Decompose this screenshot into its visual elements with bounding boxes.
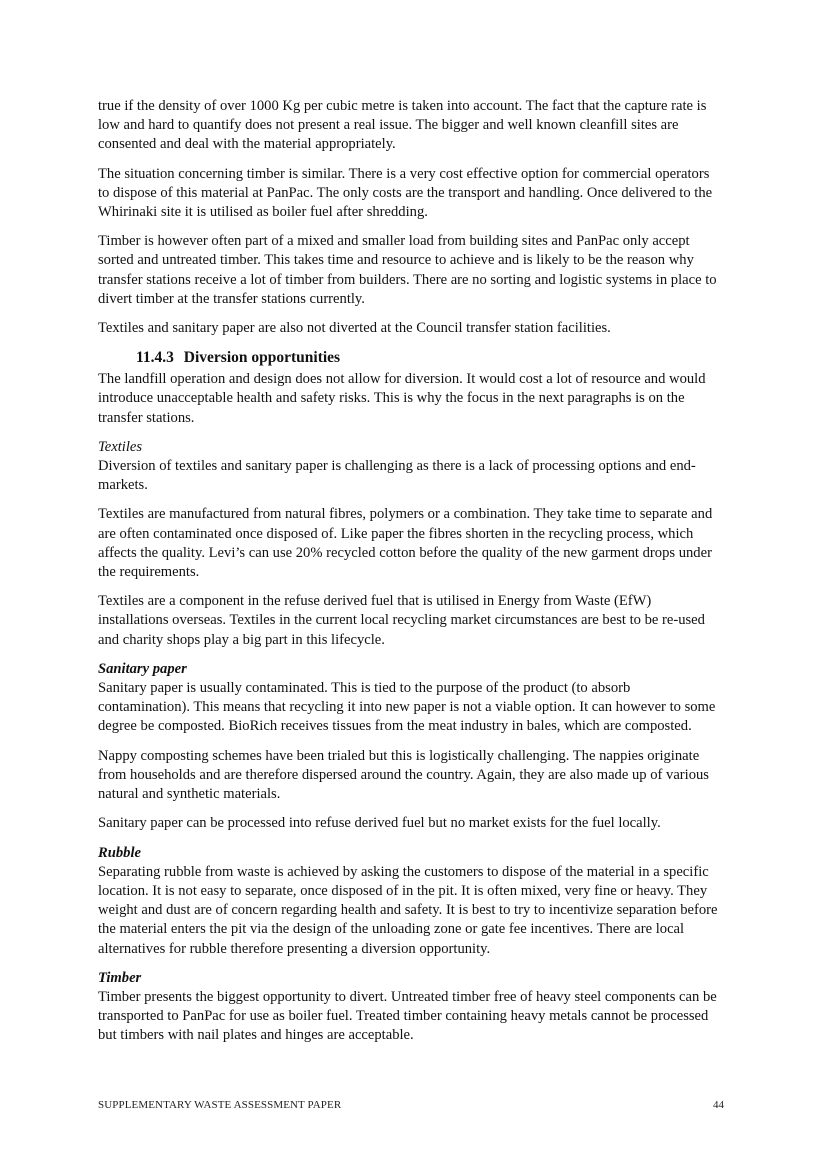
paragraph-sanitary-1: Sanitary paper is usually contaminated. This is tied to the purpose of the product (to absorb contamination). This means that recycling it into new paper is not a viable option. It can however to some degree be composted. BioRich receives tissues from the meat industry in bales, which are composted. bbox=[98, 680, 716, 735]
paragraph-textiles-not-diverted: Textiles and sanitary paper are also not diverted at the Council transfer station facilities. bbox=[98, 320, 611, 337]
paragraph-cleanfill: true if the density of over 1000 Kg per cubic metre is taken into account. The fact that the capture rate is low and hard to quantify does not present a real issue. The bigger and well known cleanfill sites are consented and deal with the material appropriately. bbox=[98, 98, 707, 153]
section-title: Diversion opportunities bbox=[183, 349, 341, 367]
subheading-timber: Timber bbox=[98, 969, 142, 986]
page-content bbox=[98, 97, 724, 1056]
paragraph-textiles-3: Textiles are a component in the refuse derived fuel that is utilised in Energy from Waste (EfW) installations overseas. Textiles in the current local recycling market circumstances are best to be re-used and charity shops play a big part in this lifecycle. bbox=[98, 593, 705, 648]
paragraph-timber-situation: The situation concerning timber is similar. There is a very cost effective option for commercial operators to dispose of this material at PanPac. The only costs are the transport and handling. Once delivered to the Whirinaki site it is utilised as boiler fuel after shredding. bbox=[98, 165, 713, 221]
section-heading bbox=[136, 348, 724, 368]
section-number: 11.4.3 bbox=[136, 349, 174, 367]
paragraph-sanitary-3: Sanitary paper can be processed into refuse derived fuel but no market exists for the fuel locally. bbox=[98, 815, 661, 832]
subheading-textiles: Textiles bbox=[98, 438, 143, 455]
paragraph-timber-1: Timber presents the biggest opportunity to divert. Untreated timber free of heavy steel components can be transported to PanPac for use as boiler fuel. Treated timber containing heavy metals cannot be processed but timbers with nail plates and hinges are acceptable. bbox=[98, 988, 717, 1044]
paragraph-sanitary-2: Nappy composting schemes have been trialed but this is logistically challenging. The nappies originate from households and are therefore dispersed around the country. Again, they are also made up of various natural and synthetic materials. bbox=[98, 747, 709, 803]
paragraph-section-intro: The landfill operation and design does not allow for diversion. It would cost a lot of resource and would introduce unacceptable health and safety risks. This is why the focus in the next paragraphs is on the transfer stations. bbox=[98, 371, 706, 426]
paragraph-timber-mixed-loads: Timber is however often part of a mixed and smaller load from building sites and PanPac only accept sorted and untreated timber. This takes time and resource to achieve and is likely to be the reason why transfer stations receive a lot of timber from builders. There are no sorting and logistic systems in place to divert timber at the transfer stations currently. bbox=[98, 233, 717, 307]
subheading-sanitary-paper: Sanitary paper bbox=[98, 660, 187, 677]
footer-page-number: 44 bbox=[713, 1099, 724, 1111]
footer-document-title: SUPPLEMENTARY WASTE ASSESSMENT PAPER bbox=[98, 1099, 342, 1111]
paragraph-rubble-1: Separating rubble from waste is achieved by asking the customers to dispose of the material in a specific location. It is not easy to separate, once disposed of in the pit. It is often mixed, very fine or heavy. They weight and dust are of concern regarding health and safety. It is best to try to incentivize separation before the material enters the pit via the design of the unloading zone or gate fee incentives. There are local alternatives for rubble therefore presenting a diversion opportunity. bbox=[98, 863, 718, 957]
subheading-rubble: Rubble bbox=[98, 844, 141, 861]
paragraph-textiles-1: Diversion of textiles and sanitary paper is challenging as there is a lack of processing options and end-markets. bbox=[98, 458, 696, 494]
paragraph-textiles-2: Textiles are manufactured from natural fibres, polymers or a combination. They take time to separate and are often contaminated once disposed of. Like paper the fibres shorten in the recycling process, which affects the quality. Levi’s can use 20% recycled cotton before the quality of the new garment drops under the requirements. bbox=[98, 506, 713, 581]
